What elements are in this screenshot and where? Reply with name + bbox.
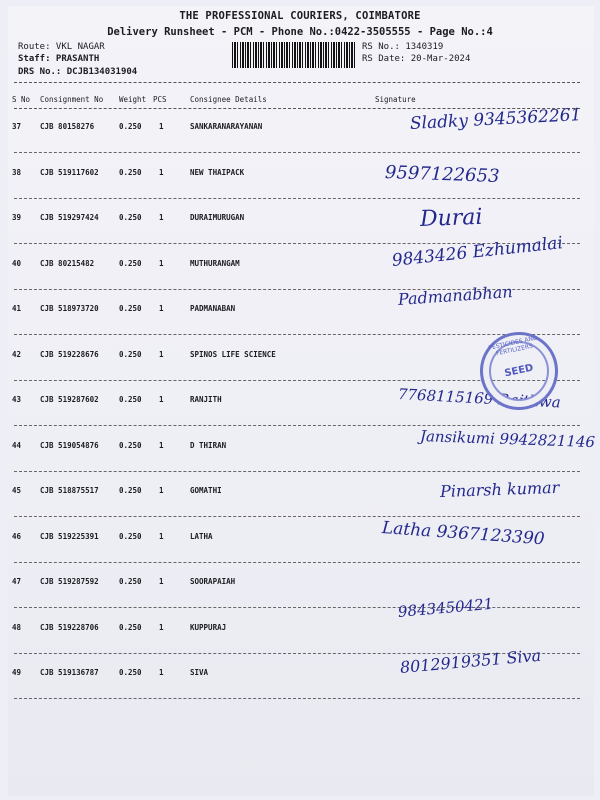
row-sno: 43	[12, 395, 22, 404]
row-consignment-no: CJB 80215482	[40, 258, 95, 268]
row-consignee: SIVA	[190, 668, 209, 677]
row-consignee: SPINOS LIFE SCIENCE	[190, 349, 276, 359]
barcode	[232, 42, 356, 68]
row-divider	[14, 334, 580, 335]
row-pcs: 1	[159, 122, 164, 131]
table-row	[0, 477, 600, 532]
row-divider	[14, 425, 580, 426]
table-row	[0, 105, 600, 168]
row-consignment-no: CJB 519054876	[40, 440, 99, 450]
handwritten-signature: Padmanabhan	[397, 282, 514, 309]
row-consignment-no: CJB 519136787	[40, 668, 99, 677]
col-signature: Signature	[375, 95, 416, 104]
row-weight: 0.250	[119, 395, 142, 404]
row-consignment-no: CJB 518973720	[40, 304, 99, 313]
handwritten-signature: Durai	[419, 204, 483, 232]
row-weight: 0.250	[119, 349, 142, 359]
row-consignment-no: CJB 519225391	[40, 531, 99, 541]
row-consignment-no: CJB 519228706	[40, 622, 99, 632]
table-row	[0, 161, 600, 214]
row-weight: 0.250	[119, 122, 142, 131]
rs-date: RS Date: 20-Mar-2024	[362, 54, 471, 64]
row-sno: 48	[12, 622, 22, 632]
handwritten-signature: Sladky 9345362261	[409, 105, 582, 134]
row-weight: 0.250	[119, 668, 142, 677]
seal-ring-text: PESTICIDES AND FERTILIZERS	[487, 334, 539, 358]
row-consignment-no: CJB 519287592	[40, 577, 99, 586]
row-consignee: NEW THAIPACK	[190, 167, 245, 177]
row-pcs: 1	[159, 531, 164, 541]
row-divider	[14, 152, 580, 153]
row-sno: 37	[12, 122, 22, 131]
row-divider	[14, 698, 580, 699]
row-weight: 0.250	[119, 440, 142, 450]
col-consignment: Consignment No	[40, 95, 104, 104]
row-sno: 45	[12, 486, 22, 495]
row-pcs: 1	[159, 304, 164, 313]
handwritten-signature: 9843450421	[397, 594, 494, 621]
row-consignee: KUPPURAJ	[190, 622, 227, 632]
row-weight: 0.250	[119, 531, 142, 541]
row-weight: 0.250	[119, 167, 142, 177]
row-consignee: SOORAPAIAH	[190, 577, 236, 586]
row-pcs: 1	[159, 258, 164, 268]
row-pcs: 1	[159, 486, 164, 495]
row-divider	[14, 516, 580, 517]
row-sno: 44	[12, 440, 22, 450]
col-consignee: Consignee Details	[190, 95, 267, 104]
header-divider	[14, 82, 580, 83]
row-consignee: MUTHURANGAM	[190, 258, 240, 268]
row-consignment-no: CJB 518875517	[40, 486, 99, 495]
row-consignee: RANJITH	[190, 395, 222, 404]
row-pcs: 1	[159, 349, 164, 359]
row-pcs: 1	[159, 440, 164, 450]
handwritten-signature: 9843426 Ezhumalai	[390, 232, 564, 271]
row-sno: 41	[12, 304, 22, 313]
handwritten-signature: Pinarsh kumar	[439, 477, 560, 501]
row-pcs: 1	[159, 668, 164, 677]
row-consignment-no: CJB 519117602	[40, 167, 99, 177]
col-sno: S No	[12, 95, 31, 104]
row-sno: 38	[12, 167, 22, 177]
table-row	[0, 517, 600, 578]
handwritten-signature: 8012919351 Siva	[399, 645, 542, 677]
table-row	[0, 645, 600, 714]
runsheet-title: THE PROFESSIONAL COURIERS, COIMBATORE	[179, 10, 421, 22]
table-row	[0, 577, 600, 623]
row-sno: 42	[12, 349, 22, 359]
row-pcs: 1	[159, 622, 164, 632]
rs-number: RS No.: 1340319	[362, 42, 444, 52]
row-pcs: 1	[159, 577, 164, 586]
row-consignee: GOMATHI	[190, 486, 222, 495]
row-weight: 0.250	[119, 486, 142, 495]
row-consignment-no: CJB 80158276	[40, 122, 95, 131]
row-consignment-no: CJB 519297424	[40, 213, 99, 222]
row-consignment-no: CJB 519287602	[40, 395, 99, 404]
route-label: Route: VKL NAGAR	[18, 42, 105, 52]
drs-number: DRS No.: DCJB134031904	[18, 67, 138, 77]
col-weight: Weight	[119, 95, 147, 104]
row-divider	[14, 471, 580, 472]
row-weight: 0.250	[119, 213, 142, 222]
row-sno: 40	[12, 258, 22, 268]
row-sno: 47	[12, 577, 22, 586]
row-consignee: SANKARANARAYANAN	[190, 122, 263, 131]
row-consignee: DURAIMURUGAN	[190, 213, 245, 222]
handwritten-signature: Jansikumi 9942821146	[419, 426, 596, 451]
row-sno: 39	[12, 213, 22, 222]
row-sno: 49	[12, 668, 22, 677]
row-consignment-no: CJB 519228676	[40, 349, 99, 359]
row-pcs: 1	[159, 395, 164, 404]
row-consignee: D THIRAN	[190, 440, 227, 450]
row-weight: 0.250	[119, 622, 142, 632]
row-pcs: 1	[159, 213, 164, 222]
runsheet-subtitle: Delivery Runsheet - PCM - Phone No.:0422-3505555 - Page No.:4	[107, 26, 493, 38]
handwritten-signature: 9597122653	[384, 161, 500, 187]
handwritten-signature: 7768115169 Rajthwa	[397, 385, 562, 412]
row-weight: 0.250	[119, 577, 142, 586]
row-weight: 0.250	[119, 258, 142, 268]
handwritten-signature: Latha 9367123390	[381, 517, 546, 549]
row-sno: 46	[12, 531, 22, 541]
row-divider	[14, 562, 580, 563]
row-consignee: LATHA	[190, 531, 213, 541]
seal-center-text: SEED	[503, 362, 535, 380]
row-consignee: PADMANABAN	[190, 304, 236, 313]
row-pcs: 1	[159, 167, 164, 177]
row-weight: 0.250	[119, 304, 142, 313]
col-pcs: PCS	[153, 95, 167, 104]
staff-label: Staff: PRASANTH	[18, 54, 100, 64]
row-divider	[14, 198, 580, 199]
row-divider	[14, 607, 580, 608]
